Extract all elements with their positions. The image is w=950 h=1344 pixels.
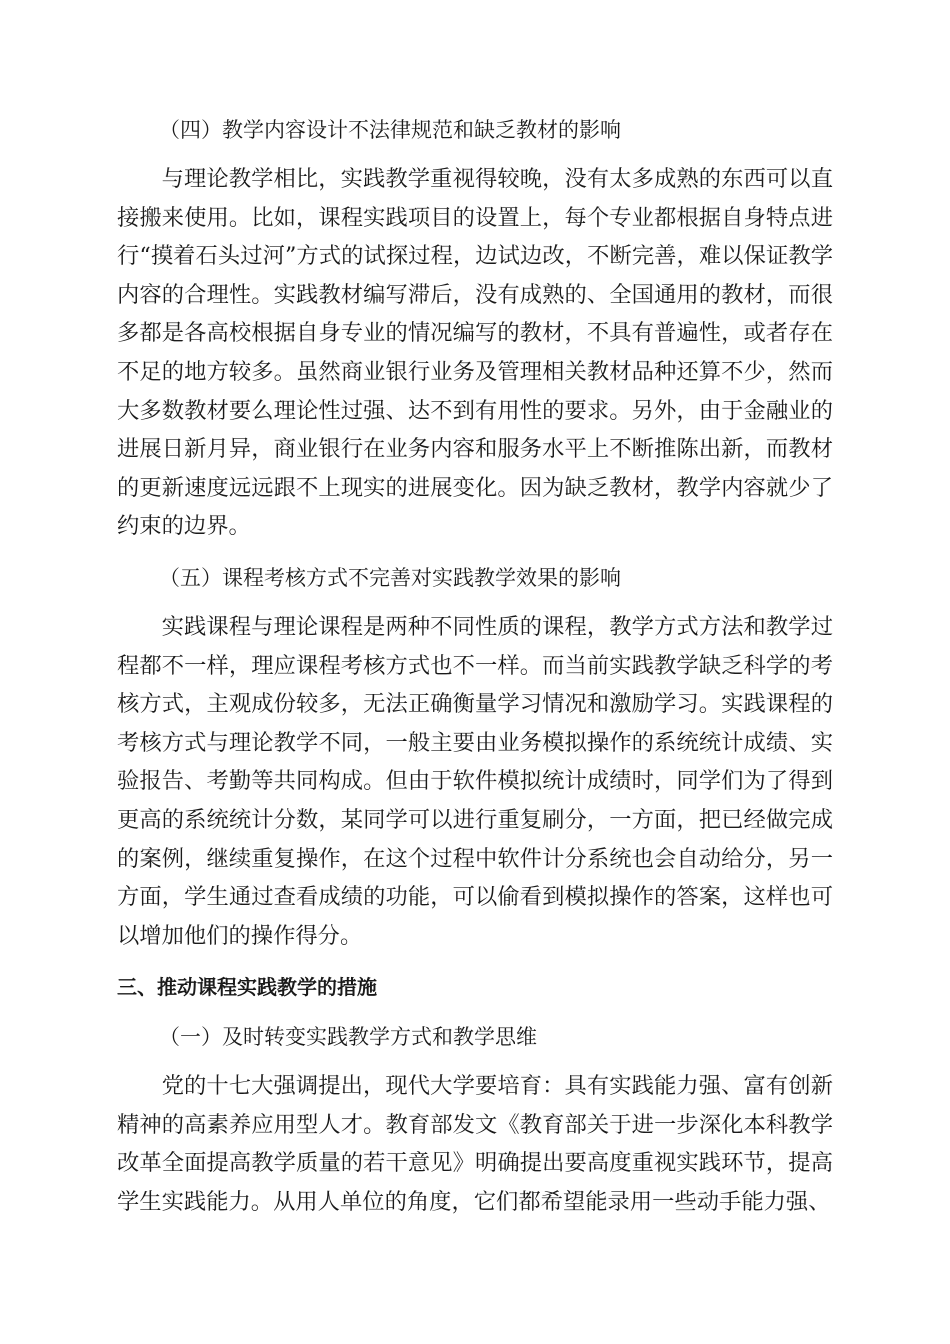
subsection-paragraph-4: 与理论教学相比，实践教学重视得较晚，没有太多成熟的东西可以直接搬来使用。比如，课程实践项目的设置上，每个专业都根据自身特点进行“摸着石头过河”方式的试探过程，边试边改，不断完善，难以保证教学内容的合理性。实践教材编写滞后，没有成熟的、全国通用的教材，而很多都是各高校根据自身专业的情况编写的教材，不具有普遍性，或者存在不足的地方较多。虽然商业银行业务及管理相关教材品种还算不少，然而大多数教材要么理论性过强、达不到有用性的要求。另外，由于金融业的进展日新月异，商业银行在业务内容和服务水平上不断推陈出新，而教材的更新速度远远跟不上现实的进展变化。因为缺乏教材，教学内容就少了约束的边界。: [117, 166, 833, 540]
subsection-paragraph-5: 实践课程与理论课程是两种不同性质的课程，教学方式方法和教学过程都不一样，理应课程考核方式也不一样。而当前实践教学缺乏科学的考核方式，主观成份较多，无法正确衡量学习情况和激励学习。实践课程的考核方式与理论教学不同，一般主要由业务模拟操作的系统统计成绩、实验报告、考勤等共同构成。但由于软件模拟统计成绩时，同学们为了得到更高的系统统计分数，某同学可以进行重复刷分，一方面，把已经做完成的案例，继续重复操作，在这个过程中软件计分系统也会自动给分，另一方面，学生通过查看成绩的功能，可以偷看到模拟操作的答案，这样也可以增加他们的操作得分。: [117, 613, 833, 949]
subsection-paragraph-3-1: 党的十七大强调提出，现代大学要培育：具有实践能力强、富有创新精神的高素养应用型人才。教育部发文《教育部关于进一步深化本科教学改革全面提高教学质量的若干意见》明确提出要高度重视实践环节，提高学生实践能力。从用人单位的角度，它们都希望能录用一些动手能力强、: [117, 1073, 833, 1216]
subsection-heading-5: （五）课程考核方式不完善对实践教学效果的影响: [159, 565, 621, 590]
document-content: [117, 112, 833, 1236]
section-heading-3: 三、推动课程实践教学的措施: [117, 975, 377, 1000]
subsection-heading-4: （四）教学内容设计不法律规范和缺乏教材的影响: [159, 118, 621, 142]
subsection-heading-3-1: （一）及时转变实践教学方式和教学思维: [159, 1025, 537, 1050]
